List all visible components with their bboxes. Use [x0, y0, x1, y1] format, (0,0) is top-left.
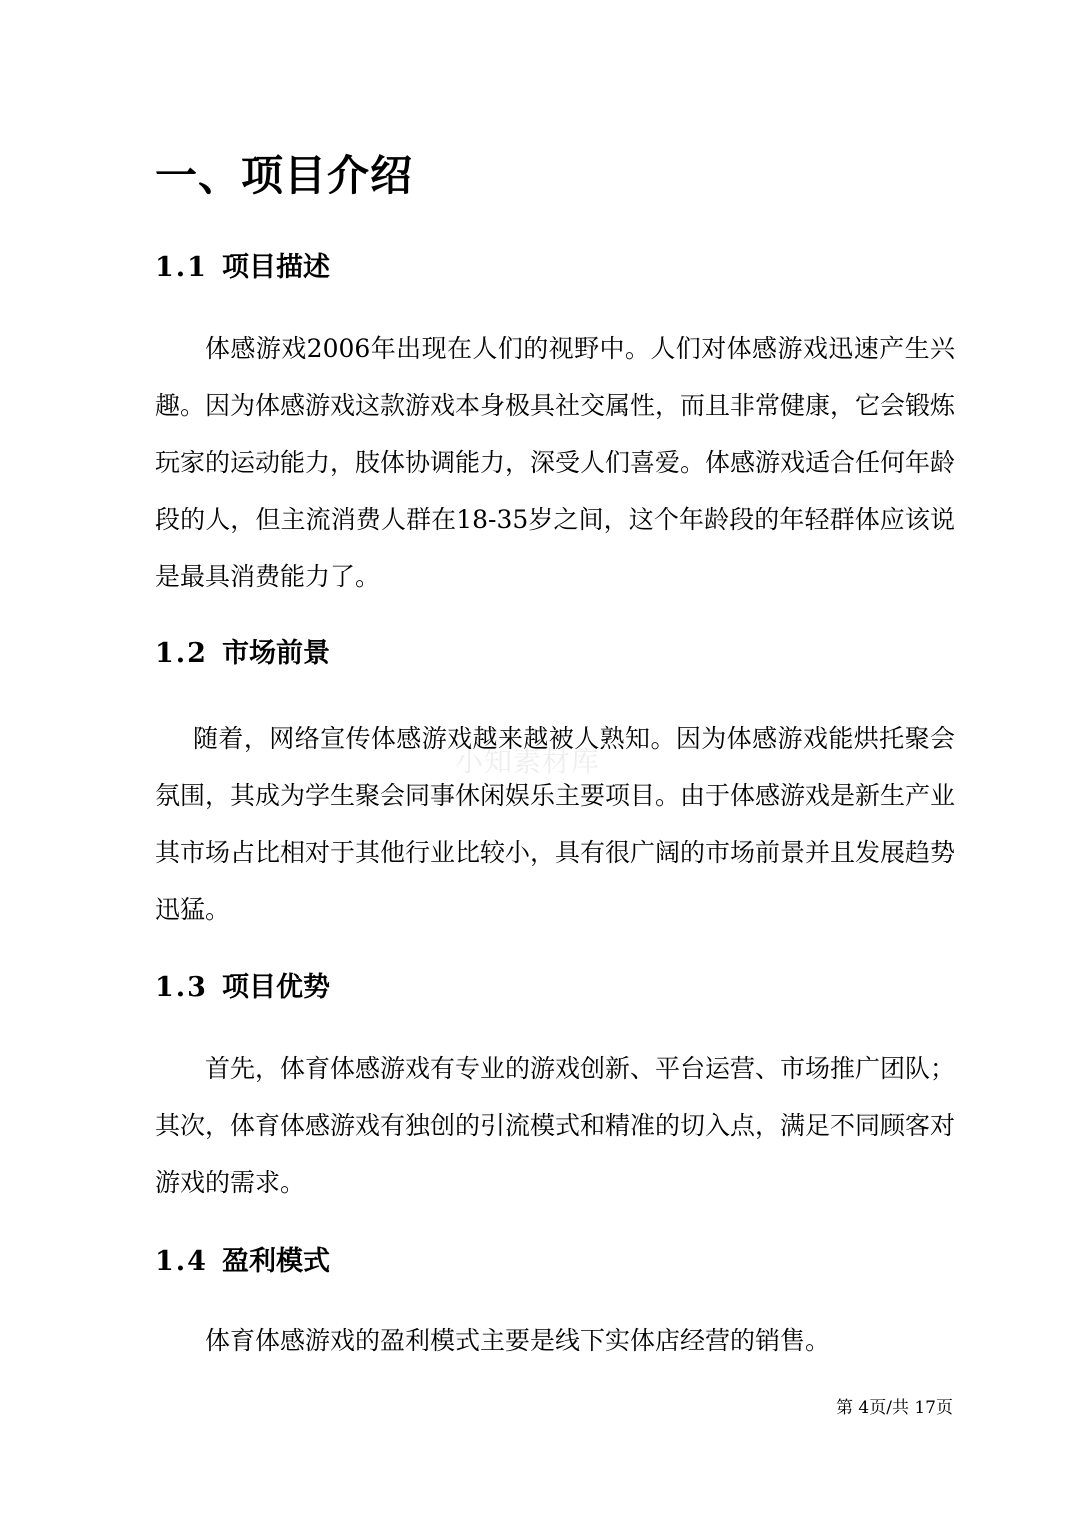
section-title: 项目描述 [221, 252, 330, 283]
section-number: 1.2 [155, 638, 208, 669]
section-body-1-1: 体感游戏2006年出现在人们的视野中。人们对体感游戏迅速产生兴趣。因为体感游戏这款游戏本身极具社交属性，而且非常健康，它会锻炼玩家的运动能力，肢体协调能力，深受人们喜爱。体感游戏适合任何年龄段的人，但主流消费人群在18-35岁之间，这个年龄段的年轻群体应该说是最具消费能力了。 [155, 334, 956, 591]
section-body-1-4: 体育体感游戏的盈利模式主要是线下实体店经营的销售。 [205, 1326, 831, 1355]
section-title: 市场前景 [221, 638, 330, 669]
section-number: 1.4 [155, 1246, 208, 1277]
section-number: 1.1 [155, 252, 208, 283]
section-heading-1-3 [155, 968, 330, 1008]
section-heading-1-1 [155, 248, 330, 288]
page-footer: 第 4页/共 17页 [836, 1398, 953, 1418]
watermark: 小知素材库 [455, 745, 601, 778]
section-heading-1-4 [155, 1242, 330, 1282]
chapter-heading: 一、项目介绍 [155, 151, 414, 200]
section-number: 1.3 [155, 972, 208, 1003]
section-body-1-2: 随着，网络宣传体感游戏越来越被人熟知。因为体感游戏能烘托聚会氛围，其成为学生聚会同事休闲娱乐主要项目。由于体感游戏是新生产业其市场占比相对于其他行业比较小，具有很广阔的市场前景并且发展趋势迅猛。 [155, 724, 956, 924]
section-heading-1-2 [155, 634, 330, 674]
section-body-1-3: 首先，体育体感游戏有专业的游戏创新、平台运营、市场推广团队；其次，体育体感游戏有独创的引流模式和精准的切入点，满足不同顾客对游戏的需求。 [155, 1054, 956, 1197]
section-title: 项目优势 [221, 972, 330, 1003]
section-title: 盈利模式 [221, 1246, 330, 1277]
